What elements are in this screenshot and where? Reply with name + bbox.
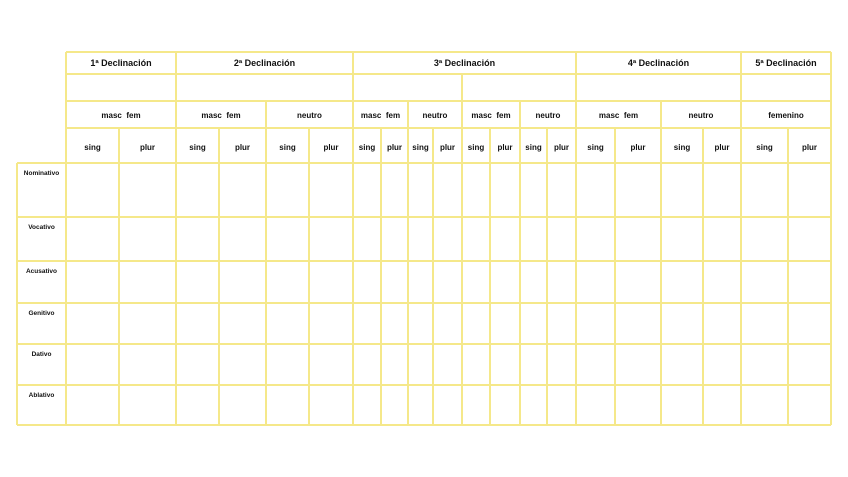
case-label-acusativo: Acusativo xyxy=(25,268,58,275)
sing-label: sing xyxy=(189,143,206,152)
gender-label: masc fem xyxy=(101,111,141,120)
sing-label: sing xyxy=(412,143,429,152)
sing-label: sing xyxy=(525,143,542,152)
sing-label: sing xyxy=(358,143,376,152)
declension-title-5: 5ª Declinación xyxy=(755,58,817,68)
gender-label: masc fem xyxy=(360,111,401,120)
declension-title-2: 2ª Declinación xyxy=(233,58,296,68)
plur-label: plur xyxy=(139,143,156,152)
sing-label: sing xyxy=(279,143,296,152)
case-label-nominativo: Nominativo xyxy=(23,170,60,177)
plur-label: plur xyxy=(386,143,403,152)
case-label-vocativo: Vocativo xyxy=(28,224,55,231)
plur-label: plur xyxy=(323,143,339,152)
plur-label: plur xyxy=(234,143,251,152)
gender-label: neutro xyxy=(422,111,448,120)
gender-label: neutro xyxy=(688,111,714,120)
plur-label: plur xyxy=(497,143,513,152)
gender-label: neutro xyxy=(297,111,322,120)
case-label-dativo: Dativo xyxy=(31,351,52,358)
plur-label: plur xyxy=(714,143,730,152)
sing-label: sing xyxy=(84,143,101,152)
gender-label: femenino xyxy=(768,111,804,120)
plur-label: plur xyxy=(801,143,818,152)
declension-title-1: 1ª Declinación xyxy=(90,58,152,68)
gender-label: masc fem xyxy=(471,111,511,120)
case-label-ablativo: Ablativo xyxy=(28,392,55,399)
sing-label: sing xyxy=(467,143,485,152)
sing-label: sing xyxy=(673,143,691,152)
gender-label: masc fem xyxy=(201,111,241,120)
case-label-genitivo: Genitivo xyxy=(28,310,55,317)
plur-label: plur xyxy=(439,143,456,152)
plur-label: plur xyxy=(630,143,646,152)
sing-label: sing xyxy=(587,143,604,152)
plur-label: plur xyxy=(553,143,570,152)
gender-label: masc fem xyxy=(598,111,639,120)
declension-title-3: 3ª Declinación xyxy=(433,58,496,68)
sing-label: sing xyxy=(756,143,773,152)
gender-label: neutro xyxy=(535,111,561,120)
declension-title-4: 4ª Declinación xyxy=(627,58,690,68)
